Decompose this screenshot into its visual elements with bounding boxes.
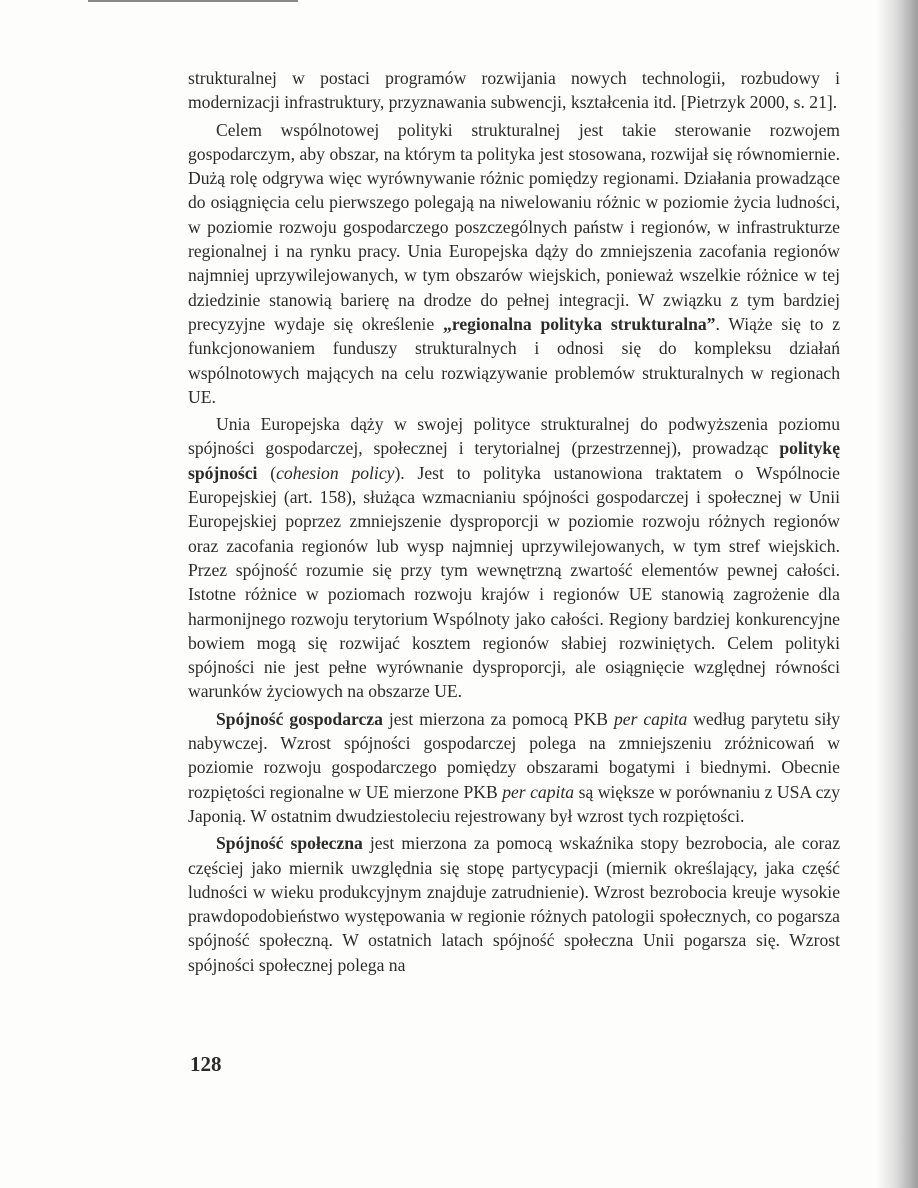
italic-term: cohesion policy	[276, 462, 395, 483]
page-edge-shadow	[876, 0, 918, 1188]
text-run: są większe w porównaniu z USA czy Japonią. W ostatnim dwudziestoleciu rejestrowany był wzrost tych rozpiętości.	[188, 781, 841, 826]
text-run: (	[257, 462, 277, 483]
text-run: . Wiąże się to z funkcjonowaniem funduszy strukturalnych i odnosi się do kompleksu działań wspólnotowych mających na celu rozwiązywanie problemów strukturalnych w regionach UE.	[188, 313, 841, 407]
paragraph	[188, 707, 840, 828]
text-run: Unia Europejska dąży w swojej polityce strukturalnej do podwyższenia poziomu spójności gospodarczej, społecznej i terytorialnej (przestrzennej), prowadząc	[188, 414, 840, 459]
bold-term: politykę spójności	[188, 438, 840, 483]
text-run: strukturalnej w postaci programów rozwijania nowych technologii, rozbudowy i modernizacji infrastruktury, przyznawania subwencji, kształcenia itd. [Pietrzyk 2000, s. 21].	[188, 68, 840, 113]
top-rule	[88, 0, 298, 2]
text-run: jest mierzona za pomocą PKB	[382, 708, 614, 729]
bold-term: Spójność gospodarcza	[216, 708, 383, 729]
paragraph	[188, 412, 840, 704]
bold-term: Spójność społeczna	[216, 833, 363, 854]
text-run: Celem wspólnotowej polityki strukturalnej jest takie sterowanie rozwojem gospodarczym, aby obszar, na którym ta polityka jest stosowana, rozwijał się równomiernie. Dużą rolę odgrywa więc wyrównywanie różnic pomiędzy regionami. Działania prowadzące do osiągnięcia celu pierwszego polegają na niwelowaniu różnic w poziomie życia ludności, w poziomie rozwoju gospodarczego poszczególnych państw i regionów, w infrastrukturze regionalnej i na rynku pracy. Unia Europejska dąży do zmniejszenia zacofania regionów najmniej uprzywilejowanych, w tym obszarów wiejskich, ponieważ wszelkie różnice w tej dziedzinie stanowią barierę na drodze do pełnej integracji. W związku z tym bardziej precyzyjne wydaje się określenie	[188, 119, 840, 334]
paragraph	[188, 118, 840, 410]
italic-term: per capita	[613, 708, 688, 729]
text-run: jest mierzona za pomocą wskaźnika stopy bezrobocia, ale coraz częściej jako miernik uwzględnia się stopę partycypacji (miernik określający, jaka część ludności w wieku produkcyjnym znajduje zatrudnienie). Wzrost bezrobocia kreuje wysokie prawdopodobieństwo występowania w regionie różnych patologii społecznych, co pogarsza spójność społeczną. W ostatnich latach spójność społeczna Unii pogarsza się. Wzrost spójności społecznej polega na	[188, 833, 841, 975]
text-run: ). Jest to polityka ustanowiona traktatem o Wspólnocie Europejskiej (art. 158), służąca wzmacnianiu spójności gospodarczej i społecznej w Unii Europejskiej poprzez zmniejszenie dysproporcji w poziomie rozwoju różnych regionów oraz zacofania regionów lub wysp najmniej uprzywilejowanych, w tym stref wiejskich. Przez spójność rozumie się przy tym wewnętrzną zwartość elementów pewnej całości. Istotne różnice w poziomach rozwoju krajów i regionów UE stanowią zagrożenie dla harmonijnego rozwoju terytorium Wspólnoty jako całości. Regiony bardziej konkurencyjne bowiem mogą się rozwijać kosztem regionów słabiej rozwiniętych. Celem polityki spójności nie jest pełne wyrównanie dysproporcji, ale osiągnięcie względnej równości warunków życiowych na obszarze UE.	[188, 462, 840, 702]
body-text	[188, 66, 840, 977]
italic-term: per capita	[502, 781, 575, 802]
paragraph	[188, 831, 840, 977]
page-number: 128	[190, 1052, 222, 1076]
bold-term: „regionalna polityka strukturalna”	[443, 313, 716, 334]
text-run: według parytetu siły nabywczej. Wzrost spójności gospodarczej polega na zmniejszeniu zróżnicowań w poziomie rozwoju gospodarczego pomiędzy obszarami bogatymi i biednymi. Obecnie rozpiętości regionalne w UE mierzone PKB	[188, 708, 841, 802]
paragraph	[188, 66, 840, 115]
